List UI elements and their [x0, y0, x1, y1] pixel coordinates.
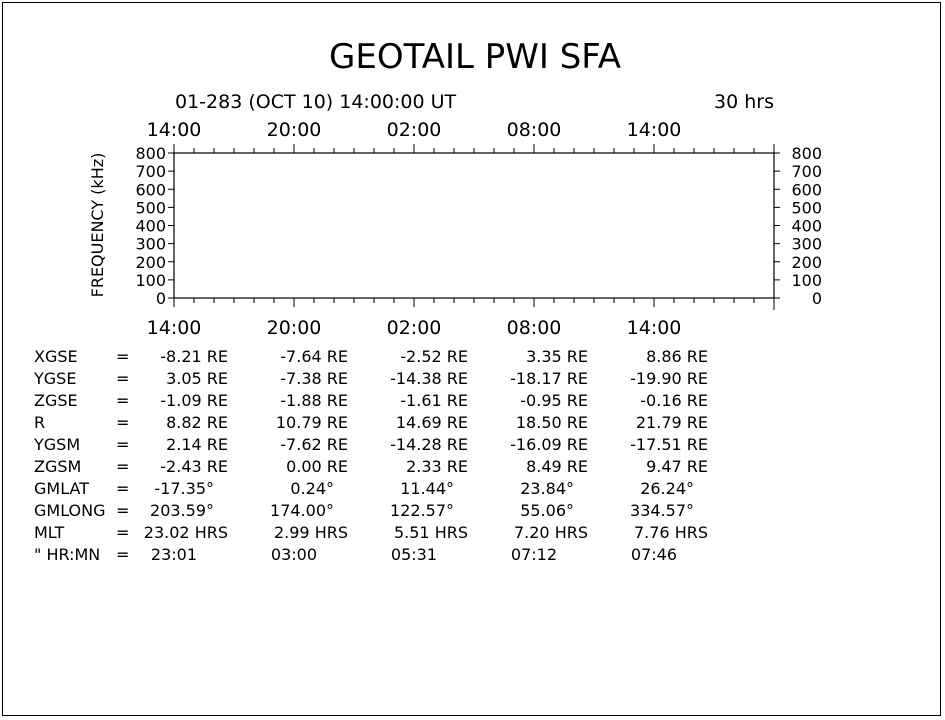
ephemeris-cell: 18.50 RE — [515, 413, 588, 432]
ephemeris-cell: 07:46 — [630, 545, 677, 564]
ephemeris-row-label: YGSE — [34, 369, 77, 388]
y-tick-label-left: 500 — [135, 198, 166, 218]
ephemeris-cell: -7.64 RE — [280, 347, 348, 366]
ephemeris-cell: 3.35 RE — [526, 347, 588, 366]
x-tick-label-bottom: 20:00 — [266, 317, 322, 339]
ephemeris-row-label: MLT — [34, 523, 65, 542]
ephemeris-cell: 9.47 RE — [646, 457, 708, 476]
ephemeris-equals: = — [116, 501, 130, 520]
ephemeris-cell: -1.61 RE — [400, 391, 468, 410]
ephemeris-cell: 203.59° — [150, 501, 214, 520]
ephemeris-cell: -1.88 RE — [280, 391, 348, 410]
ephemeris-cell: 5.51 HRS — [393, 523, 468, 542]
ephemeris-cell: 2.14 RE — [166, 435, 228, 454]
ephemeris-cell: -7.38 RE — [280, 369, 348, 388]
ephemeris-cell: 8.86 RE — [646, 347, 708, 366]
ephemeris-cell: -0.16 RE — [640, 391, 708, 410]
y-tick-label-left: 800 — [135, 144, 166, 163]
ephemeris-equals: = — [116, 479, 130, 498]
x-tick-label-bottom: 14:00 — [626, 317, 682, 339]
ephemeris-cell: -17.35° — [154, 479, 214, 498]
y-tick-label-right: 700 — [791, 162, 822, 182]
ephemeris-cell: 21.79 RE — [635, 413, 708, 432]
ephemeris-cell: -19.90 RE — [630, 369, 708, 388]
ephemeris-row-label: GMLAT — [34, 479, 89, 498]
ephemeris-cell: 03:00 — [270, 545, 317, 564]
ephemeris-cell: -2.43 RE — [160, 457, 228, 476]
ephemeris-cell: -17.51 RE — [630, 435, 708, 454]
ephemeris-cell: 23:01 — [150, 545, 197, 564]
x-tick-label-top: 20:00 — [266, 119, 322, 141]
ephemeris-cell: 11.44° — [400, 479, 454, 498]
x-tick-label-top: 14:00 — [626, 119, 682, 141]
duration-label: 30 hrs — [714, 91, 774, 113]
ephemeris-equals: = — [116, 545, 130, 564]
ephemeris-row-label: XGSE — [34, 347, 78, 366]
chart-title: GEOTAIL PWI SFA — [329, 37, 621, 77]
x-tick-label-bottom: 14:00 — [146, 317, 202, 339]
x-tick-label-top: 08:00 — [506, 119, 562, 141]
ephemeris-equals: = — [116, 369, 130, 388]
ephemeris-cell: -0.95 RE — [520, 391, 588, 410]
x-tick-label-top: 14:00 — [146, 119, 202, 141]
y-tick-label-right: 100 — [791, 270, 822, 290]
ephemeris-equals: = — [116, 457, 130, 476]
ephemeris-cell: -18.17 RE — [510, 369, 588, 388]
ephemeris-cell: 8.82 RE — [166, 413, 228, 432]
ephemeris-cell: 8.49 RE — [526, 457, 588, 476]
y-tick-label-right: 200 — [791, 252, 822, 272]
ephemeris-cell: 174.00° — [270, 501, 334, 520]
y-tick-label-right: 300 — [791, 234, 822, 254]
y-tick-label-left: 600 — [135, 180, 166, 200]
x-tick-label-bottom: 02:00 — [386, 317, 442, 339]
ephemeris-row-label: ZGSM — [34, 457, 82, 476]
ephemeris-equals: = — [116, 413, 130, 432]
y-tick-label-left: 200 — [135, 252, 166, 272]
y-tick-label-right: 0 — [811, 289, 822, 308]
chart-subtitle: 01-283 (OCT 10) 14:00:00 UT — [175, 91, 457, 113]
y-tick-label-left: 400 — [135, 216, 166, 236]
ephemeris-row-label: R — [34, 413, 46, 432]
ephemeris-cell: 7.76 HRS — [633, 523, 708, 542]
y-tick-label-right: 600 — [791, 180, 822, 200]
ephemeris-row-label: YGSM — [34, 435, 81, 454]
ephemeris-cell: 122.57° — [390, 501, 454, 520]
x-tick-label-top: 02:00 — [386, 119, 442, 141]
ephemeris-cell: 3.05 RE — [166, 369, 228, 388]
ephemeris-cell: 334.57° — [630, 501, 694, 520]
ephemeris-cell: 0.00 RE — [286, 457, 348, 476]
ephemeris-cell: 14.69 RE — [395, 413, 468, 432]
y-tick-label-right: 500 — [791, 198, 822, 218]
y-tick-label-left: 300 — [135, 234, 166, 254]
ephemeris-row-label: GMLONG — [34, 501, 106, 520]
ephemeris-cell: -16.09 RE — [510, 435, 588, 454]
ephemeris-cell: -14.38 RE — [390, 369, 468, 388]
ephemeris-cell: -8.21 RE — [160, 347, 228, 366]
y-axis-label: FREQUENCY (kHz) — [88, 152, 107, 298]
ephemeris-equals: = — [116, 523, 130, 542]
y-tick-label-right: 400 — [791, 216, 822, 236]
ephemeris-cell: 2.33 RE — [406, 457, 468, 476]
ephemeris-cell: 7.20 HRS — [513, 523, 588, 542]
ephemeris-cell: 07:12 — [510, 545, 557, 564]
x-tick-label-bottom: 08:00 — [506, 317, 562, 339]
ephemeris-cell: -1.09 RE — [160, 391, 228, 410]
ephemeris-row-label: " HR:MN — [34, 545, 101, 564]
ephemeris-cell: 2.99 HRS — [273, 523, 348, 542]
ephemeris-cell: 26.24° — [640, 479, 694, 498]
ephemeris-cell: 55.06° — [520, 501, 574, 520]
ephemeris-equals: = — [116, 347, 130, 366]
y-tick-label-left: 0 — [155, 289, 166, 308]
ephemeris-cell: 23.02 HRS — [143, 523, 228, 542]
ephemeris-equals: = — [116, 391, 130, 410]
ephemeris-equals: = — [116, 435, 130, 454]
ephemeris-cell: 0.24° — [290, 479, 334, 498]
y-tick-label-right: 800 — [791, 144, 822, 163]
ephemeris-cell: -2.52 RE — [400, 347, 468, 366]
ephemeris-cell: 23.84° — [520, 479, 574, 498]
y-tick-label-left: 100 — [135, 270, 166, 290]
ephemeris-row-label: ZGSE — [34, 391, 78, 410]
y-tick-label-left: 700 — [135, 162, 166, 182]
ephemeris-cell: -7.62 RE — [280, 435, 348, 454]
ephemeris-cell: 10.79 RE — [275, 413, 348, 432]
plot-area — [174, 153, 774, 298]
ephemeris-cell: 05:31 — [390, 545, 437, 564]
ephemeris-cell: -14.28 RE — [390, 435, 468, 454]
